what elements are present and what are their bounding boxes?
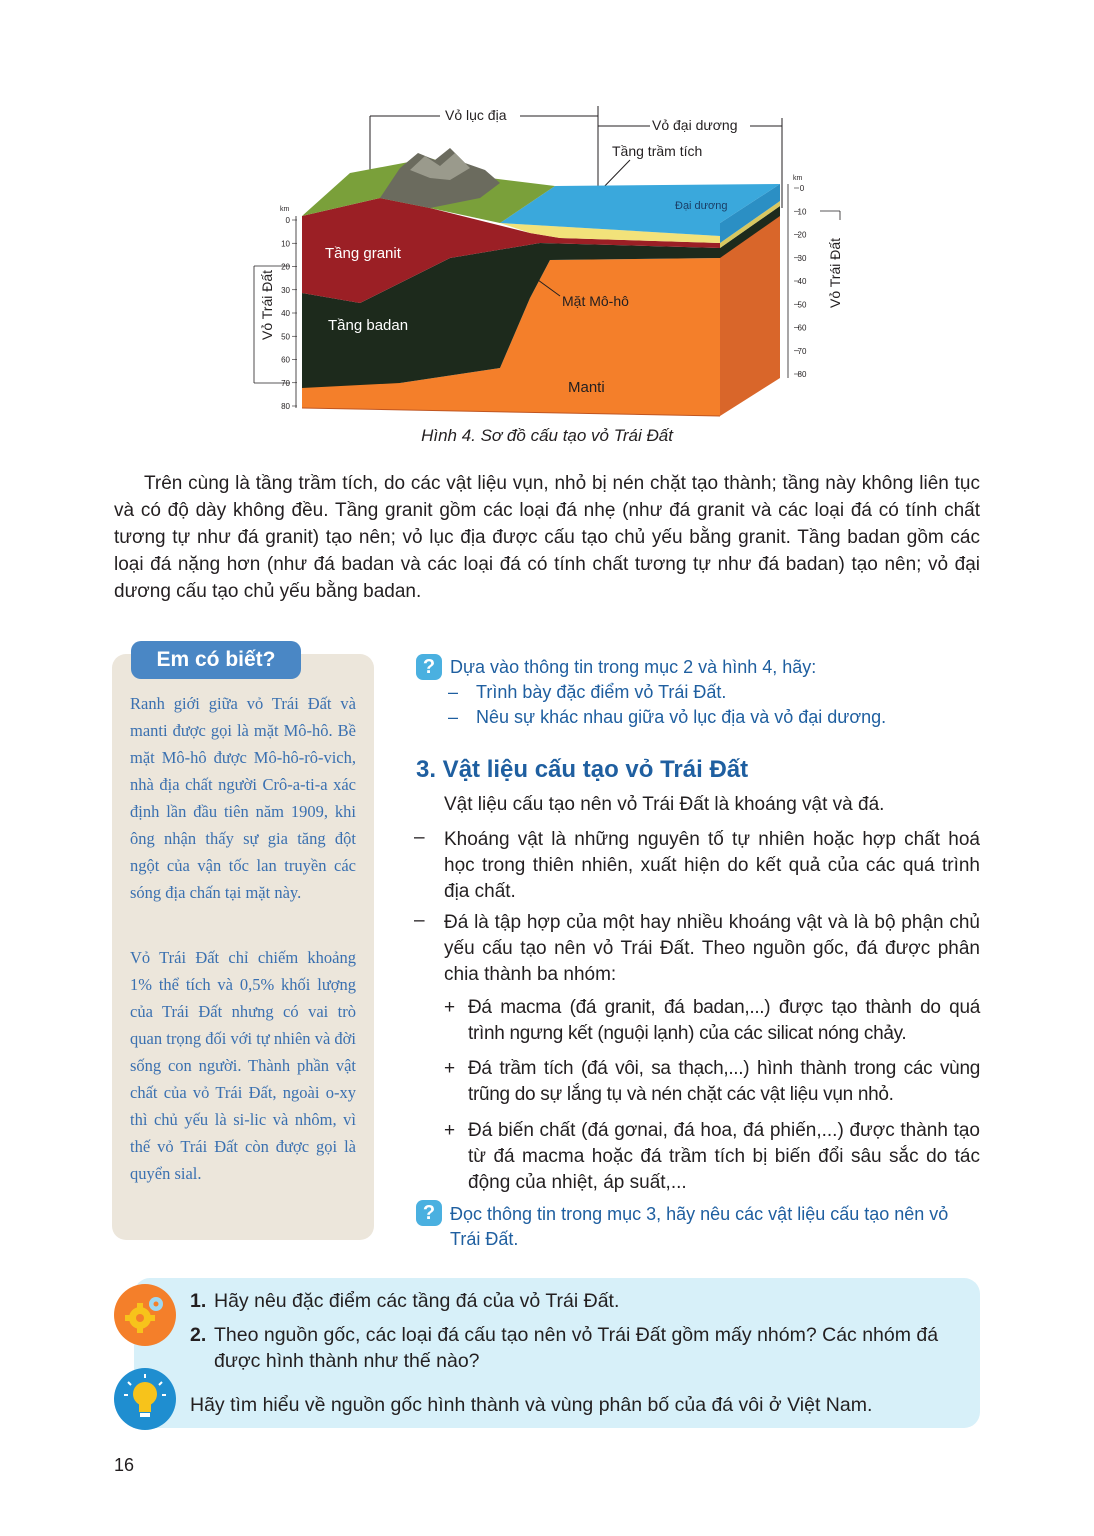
depth-tick-label: 50 (281, 332, 290, 342)
question1-item-1: – Trình bày đặc điểm vỏ Trái Đất. (448, 682, 727, 702)
label-vo-luc-dia: Vỏ lục địa (445, 107, 507, 123)
lightbulb-icon (114, 1368, 176, 1430)
label-vo-trai-dat-left: Vỏ Trái Đất (259, 269, 275, 340)
depth-tick-label: 50 (797, 300, 807, 310)
did-you-know-paragraph-1: Ranh giới giữa vỏ Trái Đất và manti được gọi là mặt Mô-hô. Bề mặt Mô-hô được Mô-hô-rô-vich, nhà địa chất người Crô-a-ti-a xác định lần đầu tiên năm 1909, khi ông nhận thấy sự gia tăng đột ngột của vận tốc lan truyền các sóng địa chấn tại mặt này. (130, 694, 356, 902)
gears-icon (114, 1284, 176, 1346)
dash-bullet: – (414, 827, 425, 848)
depth-tick-label: 30 (797, 253, 807, 263)
label-tang-tram-tich: Tầng trầm tích (612, 143, 703, 159)
depth-tick-label: 70 (281, 378, 290, 388)
page-number: 16 (114, 1455, 135, 1475)
practice-number-2: 2. (190, 1324, 207, 1346)
depth-tick-label: 40 (281, 309, 290, 318)
section-3-intro: Vật liệu cấu tạo nên vỏ Trái Đất là khoáng vật và đá. (444, 794, 885, 815)
question-icon: ? (416, 654, 442, 680)
earth-crust-diagram (250, 98, 850, 420)
did-you-know-title: Em có biết? (131, 641, 301, 679)
label-vo-dai-duong: Vỏ đại dương (652, 117, 738, 133)
section-3-item-1: Khoáng vật là những nguyên tố tự nhiên hoặc hợp chất hoá học trong thiên nhiên, xuất hiện do kết quả của các quá trình địa chất. (444, 829, 980, 902)
left-km-unit: km (280, 206, 290, 213)
depth-tick-label: 80 (281, 402, 290, 411)
section-3-sub-3: Đá biến chất (đá gơnai, đá hoa, đá phiến,...) được thành tạo từ đá macma hoặc đá trầm tích bị biến đổi sâu sắc do tác động của nhiệt, áp suất,... (468, 1120, 980, 1193)
label-vo-trai-dat-right: Vỏ Trái Đất (827, 237, 843, 308)
right-depth-scale (794, 184, 807, 379)
left-depth-scale (281, 216, 297, 411)
depth-tick-label: 20 (281, 262, 290, 272)
section-3-sub-2: Đá trầm tích (đá vôi, sa thạch,...) hình thành trong các vùng trũng do sự lắng tụ và nén chặt các vật liệu vụn nhỏ. (468, 1058, 980, 1105)
depth-tick-label: 40 (797, 277, 807, 286)
label-tang-granit: Tầng granit (325, 245, 401, 262)
question2-text: Đọc thông tin trong mục 3, hãy nêu các vật liệu cấu tạo nên vỏ Trái Đất. (450, 1204, 949, 1249)
depth-tick-label: 20 (797, 230, 807, 240)
did-you-know-paragraph-2: Vỏ Trái Đất chỉ chiếm khoảng 1% thể tích và 0,5% khối lượng của Trái Đất nhưng có vai trò quan trọng đối với tự nhiên và đời sống con người. Thành phần vật chất của vỏ Trái Đất, ngoài o-xy thì chủ yếu là si-lic và nhôm, vì thế vỏ Trái Đất còn được gọi là quyển sial. (130, 948, 356, 1183)
depth-tick-label: 30 (281, 285, 290, 295)
label-manti: Manti (568, 379, 605, 396)
practice-question-2: Theo nguồn gốc, các loại đá cấu tạo nên vỏ Trái Đất gồm mấy nhóm? Các nhóm đá được hình thành như thế nào? (214, 1324, 939, 1372)
depth-tick-label: 80 (797, 370, 807, 379)
practice-question-1: Hãy nêu đặc điểm các tầng đá của vỏ Trái Đất. (214, 1290, 620, 1312)
question-icon: ? (416, 1200, 442, 1226)
intro-paragraph: Trên cùng là tầng trầm tích, do các vật liệu vụn, nhỏ bị nén chặt tạo thành; tầng này không liên tục và có độ dày không đều. Tầng granit gồm các loại đá nhẹ (như đá granit và các loại đá có tính chất tương tự như đá granit) tạo nên; vỏ lục địa được cấu tạo chủ yếu bằng granit. Tầng badan gồm các loại đá nặng hơn (như đá badan và các loại đá có tính chất tương tự như đá badan) tạo nên; vỏ đại dương cấu tạo chủ yếu bằng badan. (114, 473, 980, 602)
dash-bullet: – (414, 910, 425, 931)
plus-bullet: + (444, 1058, 456, 1079)
depth-tick-label: 60 (797, 323, 807, 333)
depth-tick-label: 70 (797, 346, 807, 356)
question1-item-2: – Nêu sự khác nhau giữa vỏ lục địa và vỏ đại dương. (448, 707, 887, 727)
question1-text: Dựa vào thông tin trong mục 2 và hình 4, hãy: (450, 657, 817, 677)
figure-caption: Hình 4. Sơ đồ cấu tạo vỏ Trái Đất (421, 426, 673, 445)
right-km-unit: km (793, 175, 803, 182)
apply-task: Hãy tìm hiểu về nguồn gốc hình thành và vùng phân bố của đá vôi ở Việt Nam. (190, 1394, 873, 1416)
section-3-item-2: Đá là tập hợp của một hay nhiều khoáng vật và là bộ phận chủ yếu cấu tạo nên vỏ Trái Đất. Theo nguồn gốc, đá được phân chia thành ba nhóm: (444, 912, 980, 985)
depth-tick-label: 0 (285, 216, 290, 225)
practice-number-1: 1. (190, 1290, 207, 1312)
label-mat-moho: Mặt Mô-hô (562, 293, 629, 309)
depth-tick-label: 10 (281, 239, 290, 249)
section-3-sub-1: Đá macma (đá granit, đá badan,...) được tạo thành do quá trình ngưng kết (nguội lạnh) của các silicat nóng chảy. (468, 997, 980, 1044)
depth-tick-label: 10 (797, 207, 807, 217)
section-3-heading: 3. Vật liệu cấu tạo vỏ Trái Đất (416, 756, 749, 783)
plus-bullet: + (444, 1120, 456, 1141)
depth-tick-label: 0 (799, 184, 805, 193)
depth-tick-label: 60 (281, 355, 290, 365)
plus-bullet: + (444, 997, 456, 1018)
label-dai-duong: Đại dương (675, 200, 728, 212)
label-tang-badan: Tầng badan (328, 317, 409, 334)
